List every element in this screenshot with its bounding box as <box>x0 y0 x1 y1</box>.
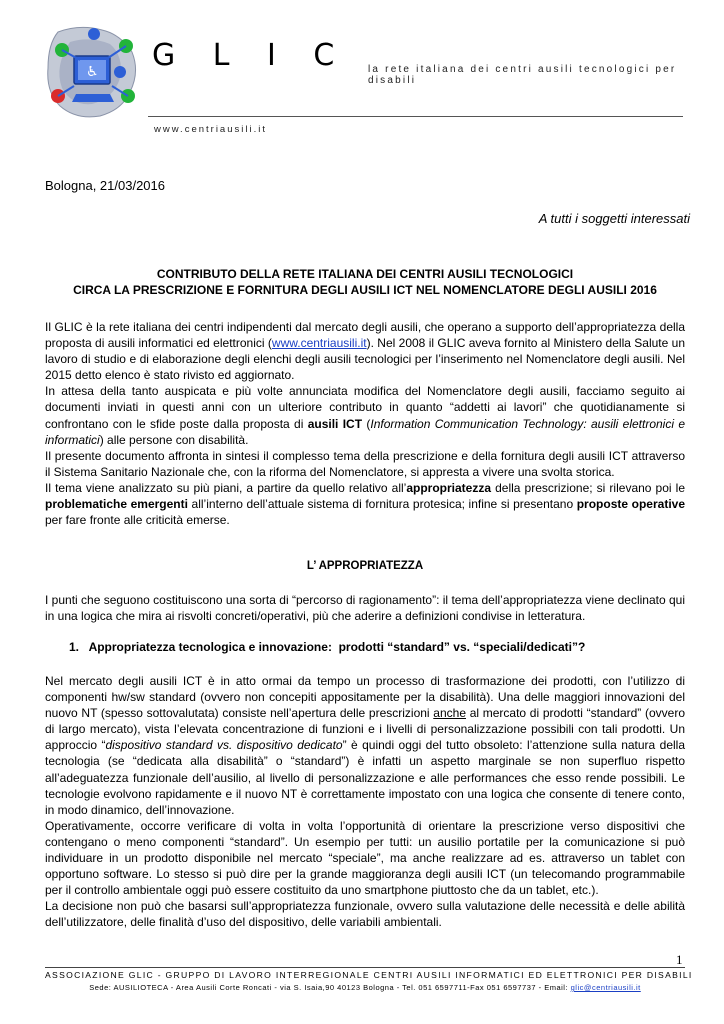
intro-paragraph: Il GLIC è la rete italiana dei centri indipendenti dal mercato degli ausili, che operano a supporto dell’appropriatezza della proposta di ausili informatici ed elettronici (www.centriausili.it). Nel 2008 il GLIC aveva fornito al Ministero della Salute un lavoro di studio e di elaborazione degli elenchi degli ausili tecnologici per l’inserimento nel Nomenclatore degli ausili. Nel 2015 detto elenco è stato rivisto ed aggiornato. <box>45 320 685 383</box>
intro-section <box>45 319 685 528</box>
body-paragraph: Operativamente, occorre verificare di volta in volta l’opportunità di orientare la prescrizione verso dispositivi che contengano o meno componenti “standard”. Un esempio per tutti: un ausilio portatile per la comunicazione si può individuare in un prodotto disponibile nel mercato “speciale”, ma anche realizzare ad es. attraverso un tablet con opportuno software. Lo stesso si può dire per la grande maggioranza degli ausili ICT (un telecomando programmabile per il controllo ambientale oggi può essere costituito da uno smartphone piuttosto che da un tablet, etc.). <box>45 818 685 898</box>
intro-paragraph: Il presente documento affronta in sintesi il complesso tema della prescrizione e della fornitura degli ausili ICT attraverso il Sistema Sanitario Nazionale che, con la riforma del Nomenclatore, si appresta a vivere una svolta storica. <box>45 448 685 479</box>
header-divider <box>148 116 683 117</box>
brand-tagline: la rete italiana dei centri ausili tecnologici per disabili <box>368 64 677 86</box>
letter-recipient: A tutti i soggetti interessati <box>538 211 690 226</box>
intro-paragraph: In attesa della tanto auspicata e più volte annunciata modifica del Nomenclatore degli ausili, facciamo seguito ai documenti inviati in questi anni con un ulteriore contributo in quanto “addetti ai lavori” che quotidianamente si confrontano con le sfide poste dalla proposta di ausili ICT (Information Communication Technology: ausili elettronici e informatici) alle persone con disabilità. <box>45 384 685 447</box>
section-heading: L’ APPROPRIATEZZA <box>306 560 424 572</box>
title-line-1: CONTRIBUTO DELLA RETE ITALIANA DEI CENTRI AUSILI TECNOLOGICI <box>156 267 574 281</box>
website-link[interactable]: www.centriausili.it <box>271 336 367 351</box>
document-title <box>45 266 685 298</box>
footer-association: ASSOCIAZIONE GLIC - GRUPPO DI LAVORO INTERREGIONALE CENTRI AUSILI INFORMATICI ED ELETTRONICI PER DISABILI <box>45 970 693 980</box>
body-paragraph: La decisione non può che basarsi sull’appropriatezza funzionale, ovvero sulla valutazione delle necessità e delle abilità dell’utilizzatore, delle finalità d’uso del dispositivo, delle variabili ambientali. <box>45 899 685 930</box>
letter-date: Bologna, 21/03/2016 <box>45 178 165 193</box>
numbered-subheading: 1. Appropriatezza tecnologica e innovazione: prodotti “standard” vs. “speciali/dedicati”? <box>69 640 586 654</box>
section-intro: I punti che seguono costituiscono una sorta di “percorso di ragionamento”: il tema dell’appropriatezza viene declinato qui in una logica che mira ai risvolti concreti/operativi, più che aderire a definizioni condivise in letteratura. <box>45 593 685 624</box>
page-number: 1 <box>676 952 683 967</box>
footer-email-link[interactable]: glic@centriausili.it <box>570 983 641 992</box>
body-paragraph: Nel mercato degli ausili ICT è in atto ormai da tempo un processo di trasformazione dei prodotti, con l’utilizzo di componenti hw/sw standard (ovvero non concepiti appositamente per la disabilità). Una delle maggiori innovazioni del nuovo NT (spesso sottovalutata) consiste nell’apertura delle prescrizioni anche al mercato di prodotti “standard” (ovvero di largo mercato), vista l’elevata concentrazione di funzioni e i livelli di personalizzazione possibili con tali prodotti. Un approccio “dispositivo standard vs. dispositivo dedicato” è quindi oggi del tutto obsoleto: l’attenzione sulla natura della tecnologia (se “dedicata alla disabilità” o “standard”) è infatti un aspetto marginale se non superfluo rispetto all’adeguatezza funzionale dell’ausilio, al livello di personalizzazione e alle performances che esso rende possibili. Le tecnologie evolvono rapidamente e il nuovo NT è correttamente impostato con una logica che consente di tenere conto, in modo dinamico, dell’innovazione. <box>45 674 685 817</box>
subsection-body <box>45 673 685 931</box>
brand-name: G L I C <box>152 38 349 73</box>
glic-logo <box>40 22 148 122</box>
footer-divider <box>45 967 685 968</box>
header-website: www.centriausili.it <box>154 124 267 135</box>
svg-text:♿: ♿ <box>86 64 99 80</box>
title-line-2: CIRCA LA PRESCRIZIONE E FORNITURA DEGLI AUSILI ICT NEL NOMENCLATORE DEGLI AUSILI 2016 <box>73 283 657 297</box>
footer-address: Sede: AUSILIOTECA - Area Ausili Corte Roncati - via S. Isaia,90 40123 Bologna - Tel. 051 6597711-Fax 051 6597737 - Email: glic@centriausili.it <box>89 983 641 992</box>
intro-paragraph: Il tema viene analizzato su più piani, a partire da quello relativo all’appropriatezza della prescrizione; si rilevano poi le problematiche emergenti all’interno dell’attuale sistema di fornitura protesica; infine si presentano proposte operative per fare fronte alle criticità emerse. <box>45 480 686 528</box>
